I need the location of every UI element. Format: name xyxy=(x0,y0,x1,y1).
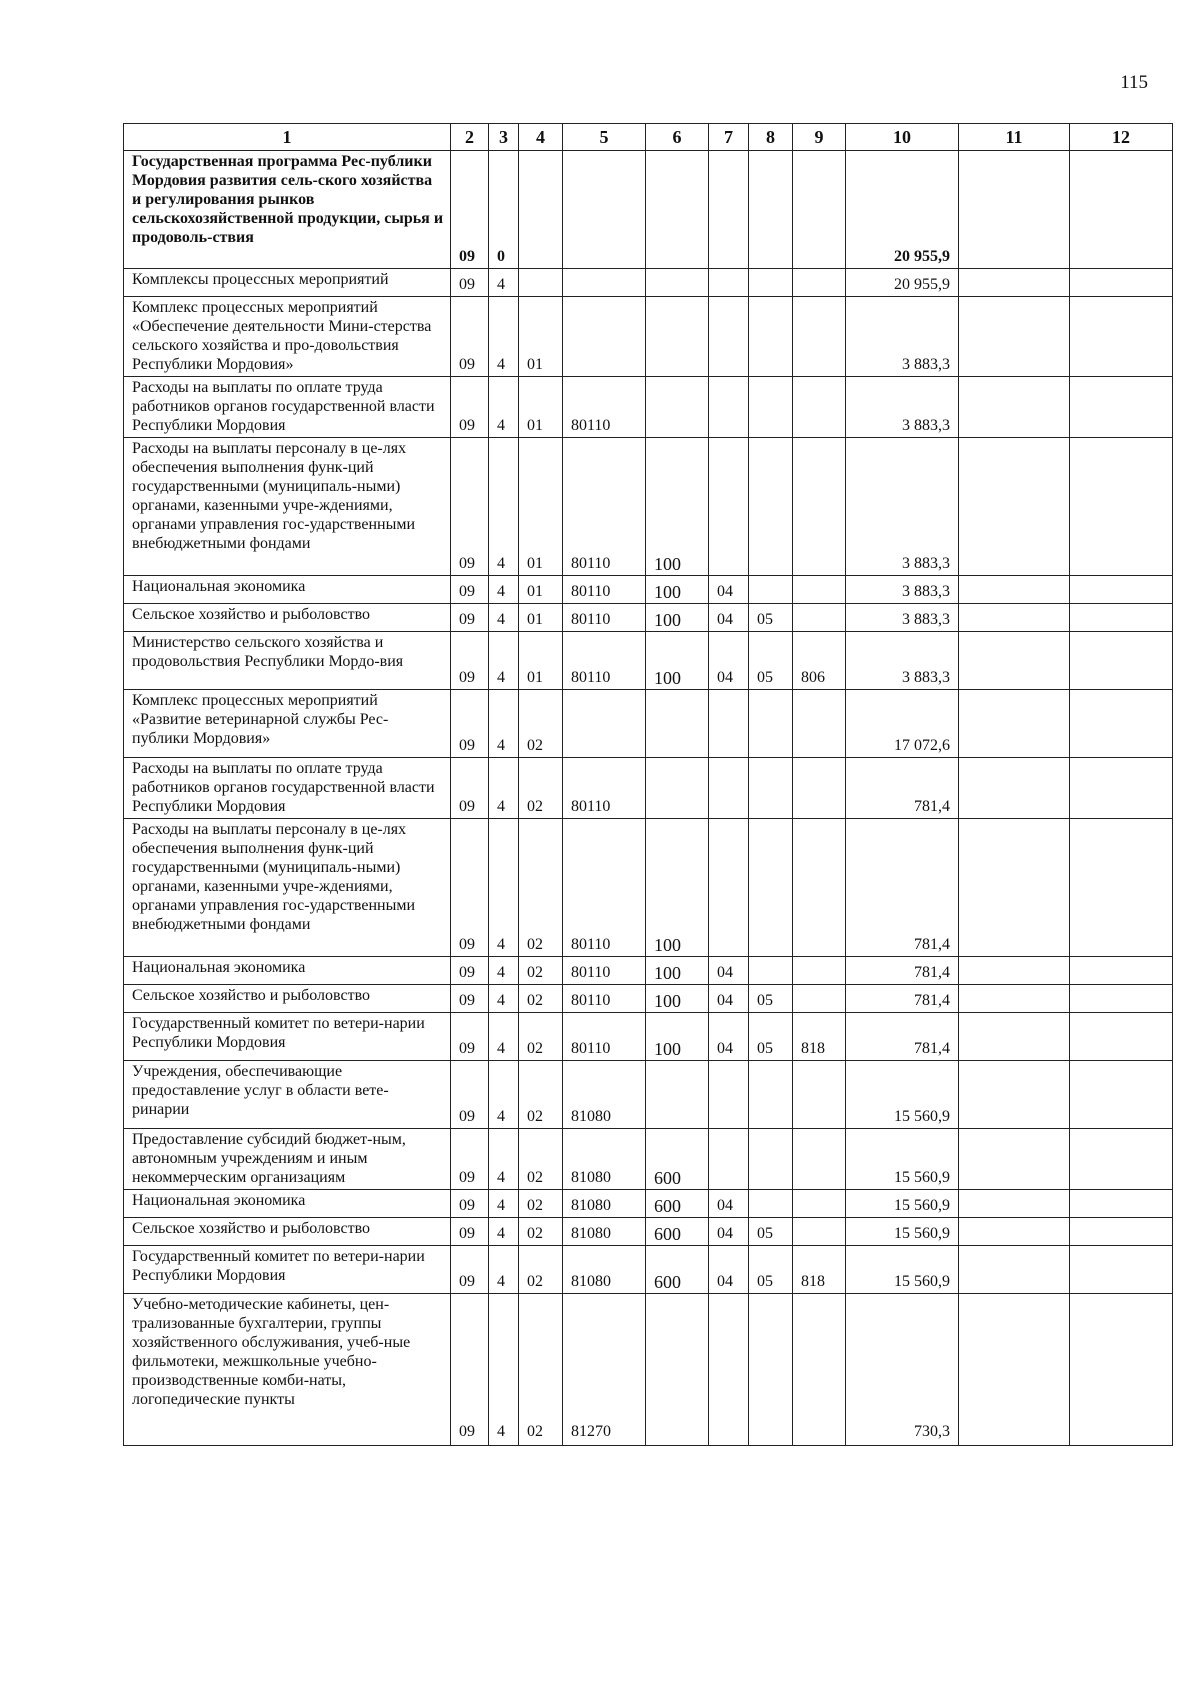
cell-col-11 xyxy=(959,297,1070,377)
table-row xyxy=(124,819,1173,957)
cell-col-10: 17 072,6 xyxy=(846,690,959,758)
table-row xyxy=(124,1013,1173,1061)
budget-table xyxy=(123,123,1173,1446)
cell-col-6: 100 xyxy=(646,1013,709,1061)
cell-col-5 xyxy=(563,297,646,377)
table-row xyxy=(124,758,1173,819)
cell-col-8 xyxy=(749,377,793,438)
cell-col-3: 4 xyxy=(489,819,519,957)
cell-col-6 xyxy=(646,1061,709,1129)
cell-col-7 xyxy=(709,377,749,438)
cell-col-11 xyxy=(959,1218,1070,1246)
table-row xyxy=(124,269,1173,297)
cell-col-8 xyxy=(749,1190,793,1218)
cell-col-12 xyxy=(1070,985,1173,1013)
cell-col-6: 100 xyxy=(646,576,709,604)
cell-col-7: 04 xyxy=(709,1246,749,1294)
cell-col-4: 02 xyxy=(519,690,563,758)
cell-col-4: 02 xyxy=(519,1061,563,1129)
cell-col-10: 15 560,9 xyxy=(846,1190,959,1218)
cell-col-7 xyxy=(709,297,749,377)
cell-col-7 xyxy=(709,1294,749,1446)
cell-col-7 xyxy=(709,758,749,819)
cell-col-4: 01 xyxy=(519,438,563,576)
cell-col-11 xyxy=(959,690,1070,758)
cell-col-7: 04 xyxy=(709,957,749,985)
row-name-cell: Министерство сельского хозяйства и продовольствия Республики Мордо-вия xyxy=(124,632,451,690)
col-header-10: 10 xyxy=(846,124,959,151)
cell-col-2: 09 xyxy=(451,690,489,758)
cell-col-7 xyxy=(709,438,749,576)
cell-col-12 xyxy=(1070,690,1173,758)
cell-col-5: 80110 xyxy=(563,758,646,819)
cell-col-8 xyxy=(749,1294,793,1446)
cell-col-10: 3 883,3 xyxy=(846,604,959,632)
row-name-cell: Учебно-методические кабинеты, цен-трализованные бухгалтерии, группы хозяйственного обслуживания, учеб-ные фильмотеки, межшкольные учебно-производственные комби-наты, логопедические пункты xyxy=(124,1294,451,1446)
cell-col-3: 4 xyxy=(489,1218,519,1246)
cell-col-6: 100 xyxy=(646,819,709,957)
col-header-7: 7 xyxy=(709,124,749,151)
cell-col-7: 04 xyxy=(709,632,749,690)
cell-col-8 xyxy=(749,438,793,576)
cell-col-11 xyxy=(959,957,1070,985)
cell-col-5: 80110 xyxy=(563,377,646,438)
cell-col-11 xyxy=(959,758,1070,819)
cell-col-6: 100 xyxy=(646,438,709,576)
cell-col-12 xyxy=(1070,1013,1173,1061)
col-header-6: 6 xyxy=(646,124,709,151)
cell-col-11 xyxy=(959,576,1070,604)
cell-col-7: 04 xyxy=(709,604,749,632)
row-name-cell: Национальная экономика xyxy=(124,576,451,604)
cell-col-7 xyxy=(709,1061,749,1129)
cell-col-11 xyxy=(959,1013,1070,1061)
cell-col-6 xyxy=(646,690,709,758)
cell-col-6 xyxy=(646,1294,709,1446)
cell-col-7: 04 xyxy=(709,985,749,1013)
cell-col-2: 09 xyxy=(451,957,489,985)
cell-col-9 xyxy=(793,576,846,604)
cell-col-4: 02 xyxy=(519,1218,563,1246)
cell-col-12 xyxy=(1070,604,1173,632)
cell-col-10: 3 883,3 xyxy=(846,377,959,438)
cell-col-9 xyxy=(793,690,846,758)
cell-col-10: 781,4 xyxy=(846,758,959,819)
cell-col-6 xyxy=(646,297,709,377)
cell-col-5: 81270 xyxy=(563,1294,646,1446)
table-row xyxy=(124,1129,1173,1190)
cell-col-5: 81080 xyxy=(563,1061,646,1129)
cell-col-2: 09 xyxy=(451,1013,489,1061)
header-row xyxy=(124,124,1173,151)
cell-col-10: 3 883,3 xyxy=(846,297,959,377)
cell-col-4: 01 xyxy=(519,297,563,377)
cell-col-10: 15 560,9 xyxy=(846,1218,959,1246)
cell-col-4: 02 xyxy=(519,1013,563,1061)
cell-col-7: 04 xyxy=(709,1190,749,1218)
cell-col-3: 4 xyxy=(489,1013,519,1061)
table-row xyxy=(124,690,1173,758)
cell-col-6: 100 xyxy=(646,957,709,985)
cell-col-9 xyxy=(793,957,846,985)
cell-col-2: 09 xyxy=(451,576,489,604)
cell-col-6 xyxy=(646,758,709,819)
cell-col-11 xyxy=(959,151,1070,269)
cell-col-12 xyxy=(1070,819,1173,957)
cell-col-11 xyxy=(959,632,1070,690)
cell-col-12 xyxy=(1070,1061,1173,1129)
cell-col-6: 100 xyxy=(646,604,709,632)
cell-col-12 xyxy=(1070,151,1173,269)
cell-col-6: 100 xyxy=(646,985,709,1013)
cell-col-6: 100 xyxy=(646,632,709,690)
cell-col-7: 04 xyxy=(709,1013,749,1061)
table-row xyxy=(124,1218,1173,1246)
cell-col-7: 04 xyxy=(709,576,749,604)
row-name-cell: Расходы на выплаты персоналу в це-лях обеспечения выполнения функ-ций государственными (муниципаль-ными) органами, казенными учре-ждениями, органами управления гос-ударственными внебюджетными фондами xyxy=(124,438,451,576)
cell-col-11 xyxy=(959,1246,1070,1294)
col-header-8: 8 xyxy=(749,124,793,151)
table-row xyxy=(124,576,1173,604)
cell-col-6: 600 xyxy=(646,1129,709,1190)
cell-col-12 xyxy=(1070,1190,1173,1218)
table-row xyxy=(124,438,1173,576)
cell-col-5 xyxy=(563,151,646,269)
cell-col-10: 15 560,9 xyxy=(846,1129,959,1190)
cell-col-8 xyxy=(749,819,793,957)
cell-col-9 xyxy=(793,438,846,576)
col-header-4: 4 xyxy=(519,124,563,151)
cell-col-7 xyxy=(709,819,749,957)
cell-col-11 xyxy=(959,438,1070,576)
cell-col-10: 15 560,9 xyxy=(846,1246,959,1294)
cell-col-12 xyxy=(1070,438,1173,576)
cell-col-3: 4 xyxy=(489,632,519,690)
cell-col-4: 02 xyxy=(519,957,563,985)
cell-col-9 xyxy=(793,151,846,269)
cell-col-12 xyxy=(1070,297,1173,377)
cell-col-10: 20 955,9 xyxy=(846,269,959,297)
cell-col-11 xyxy=(959,269,1070,297)
table-row xyxy=(124,632,1173,690)
cell-col-2: 09 xyxy=(451,151,489,269)
cell-col-3: 4 xyxy=(489,576,519,604)
cell-col-4: 02 xyxy=(519,1190,563,1218)
table-row xyxy=(124,151,1173,269)
cell-col-12 xyxy=(1070,576,1173,604)
cell-col-2: 09 xyxy=(451,297,489,377)
cell-col-3: 4 xyxy=(489,690,519,758)
cell-col-12 xyxy=(1070,377,1173,438)
cell-col-3: 4 xyxy=(489,1190,519,1218)
cell-col-9 xyxy=(793,1061,846,1129)
row-name-cell: Национальная экономика xyxy=(124,1190,451,1218)
cell-col-11 xyxy=(959,985,1070,1013)
row-name-cell: Государственная программа Рес-публики Мордовия развития сель-ского хозяйства и регулирования рынков сельскохозяйственной продукции, сырья и продоволь-ствия xyxy=(124,151,451,269)
cell-col-2: 09 xyxy=(451,985,489,1013)
cell-col-4: 02 xyxy=(519,758,563,819)
row-name-cell: Расходы на выплаты по оплате труда работников органов государственной власти Республики Мордовия xyxy=(124,377,451,438)
col-header-5: 5 xyxy=(563,124,646,151)
col-header-9: 9 xyxy=(793,124,846,151)
cell-col-2: 09 xyxy=(451,758,489,819)
cell-col-5: 80110 xyxy=(563,985,646,1013)
cell-col-3: 4 xyxy=(489,1294,519,1446)
cell-col-8: 05 xyxy=(749,632,793,690)
cell-col-3: 4 xyxy=(489,604,519,632)
cell-col-5: 80110 xyxy=(563,438,646,576)
cell-col-3: 4 xyxy=(489,1061,519,1129)
cell-col-8 xyxy=(749,758,793,819)
cell-col-6 xyxy=(646,151,709,269)
cell-col-4: 01 xyxy=(519,632,563,690)
cell-col-8: 05 xyxy=(749,1218,793,1246)
cell-col-3: 4 xyxy=(489,269,519,297)
cell-col-4 xyxy=(519,269,563,297)
cell-col-11 xyxy=(959,1294,1070,1446)
cell-col-8 xyxy=(749,1129,793,1190)
cell-col-7 xyxy=(709,151,749,269)
row-name-cell: Сельское хозяйство и рыболовство xyxy=(124,1218,451,1246)
cell-col-8 xyxy=(749,576,793,604)
cell-col-2: 09 xyxy=(451,1129,489,1190)
cell-col-5: 80110 xyxy=(563,819,646,957)
cell-col-2: 09 xyxy=(451,1218,489,1246)
col-header-11: 11 xyxy=(959,124,1070,151)
row-name-cell: Сельское хозяйство и рыболовство xyxy=(124,604,451,632)
cell-col-9 xyxy=(793,1294,846,1446)
row-name-cell: Национальная экономика xyxy=(124,957,451,985)
cell-col-12 xyxy=(1070,1218,1173,1246)
cell-col-12 xyxy=(1070,957,1173,985)
table-row xyxy=(124,957,1173,985)
cell-col-5: 80110 xyxy=(563,957,646,985)
cell-col-7 xyxy=(709,1129,749,1190)
cell-col-4: 01 xyxy=(519,377,563,438)
row-name-cell: Расходы на выплаты персоналу в це-лях обеспечения выполнения функ-ций государственными (муниципаль-ными) органами, казенными учре-ждениями, органами управления гос-ударственными внебюджетными фондами xyxy=(124,819,451,957)
cell-col-9 xyxy=(793,758,846,819)
cell-col-9: 806 xyxy=(793,632,846,690)
cell-col-7: 04 xyxy=(709,1218,749,1246)
cell-col-10: 20 955,9 xyxy=(846,151,959,269)
cell-col-2: 09 xyxy=(451,1190,489,1218)
cell-col-4: 02 xyxy=(519,1129,563,1190)
cell-col-5: 80110 xyxy=(563,604,646,632)
cell-col-10: 730,3 xyxy=(846,1294,959,1446)
cell-col-9 xyxy=(793,377,846,438)
cell-col-11 xyxy=(959,377,1070,438)
cell-col-8: 05 xyxy=(749,1246,793,1294)
cell-col-5: 81080 xyxy=(563,1129,646,1190)
table-row xyxy=(124,297,1173,377)
cell-col-9 xyxy=(793,297,846,377)
cell-col-8 xyxy=(749,269,793,297)
cell-col-4: 01 xyxy=(519,604,563,632)
cell-col-10: 3 883,3 xyxy=(846,576,959,604)
row-name-cell: Комплекс процессных мероприятий «Обеспечение деятельности Мини-стерства сельского хозяйства и про-довольствия Республики Мордовия» xyxy=(124,297,451,377)
table-row xyxy=(124,1190,1173,1218)
cell-col-7 xyxy=(709,269,749,297)
table-row xyxy=(124,985,1173,1013)
cell-col-10: 781,4 xyxy=(846,957,959,985)
cell-col-5: 81080 xyxy=(563,1246,646,1294)
cell-col-9: 818 xyxy=(793,1246,846,1294)
cell-col-8 xyxy=(749,1061,793,1129)
cell-col-9 xyxy=(793,819,846,957)
cell-col-12 xyxy=(1070,1294,1173,1446)
row-name-cell: Расходы на выплаты по оплате труда работников органов государственной власти Республики Мордовия xyxy=(124,758,451,819)
cell-col-8: 05 xyxy=(749,604,793,632)
cell-col-3: 4 xyxy=(489,297,519,377)
cell-col-8 xyxy=(749,690,793,758)
cell-col-2: 09 xyxy=(451,632,489,690)
cell-col-10: 15 560,9 xyxy=(846,1061,959,1129)
cell-col-5: 81080 xyxy=(563,1190,646,1218)
cell-col-6 xyxy=(646,377,709,438)
cell-col-12 xyxy=(1070,1129,1173,1190)
cell-col-9: 818 xyxy=(793,1013,846,1061)
page-number: 115 xyxy=(1120,72,1148,93)
table-row xyxy=(124,1294,1173,1446)
cell-col-5: 80110 xyxy=(563,632,646,690)
cell-col-5: 80110 xyxy=(563,576,646,604)
cell-col-4: 02 xyxy=(519,985,563,1013)
cell-col-11 xyxy=(959,1129,1070,1190)
cell-col-5: 80110 xyxy=(563,1013,646,1061)
cell-col-6: 600 xyxy=(646,1246,709,1294)
cell-col-7 xyxy=(709,690,749,758)
cell-col-5 xyxy=(563,690,646,758)
cell-col-8 xyxy=(749,297,793,377)
col-header-2: 2 xyxy=(451,124,489,151)
cell-col-10: 781,4 xyxy=(846,1013,959,1061)
cell-col-11 xyxy=(959,1190,1070,1218)
cell-col-9 xyxy=(793,1129,846,1190)
cell-col-11 xyxy=(959,819,1070,957)
cell-col-12 xyxy=(1070,632,1173,690)
row-name-cell: Предоставление субсидий бюджет-ным, автономным учреждениям и иным некоммерческим организациям xyxy=(124,1129,451,1190)
cell-col-9 xyxy=(793,1190,846,1218)
col-header-12: 12 xyxy=(1070,124,1173,151)
row-name-cell: Учреждения, обеспечивающие предоставление услуг в области вете-ринарии xyxy=(124,1061,451,1129)
cell-col-12 xyxy=(1070,1246,1173,1294)
cell-col-6 xyxy=(646,269,709,297)
cell-col-3: 4 xyxy=(489,1246,519,1294)
cell-col-2: 09 xyxy=(451,1246,489,1294)
cell-col-3: 4 xyxy=(489,438,519,576)
row-name-cell: Сельское хозяйство и рыболовство xyxy=(124,985,451,1013)
cell-col-12 xyxy=(1070,758,1173,819)
table-row xyxy=(124,1246,1173,1294)
cell-col-9 xyxy=(793,269,846,297)
col-header-3: 3 xyxy=(489,124,519,151)
table-row xyxy=(124,377,1173,438)
cell-col-2: 09 xyxy=(451,604,489,632)
cell-col-2: 09 xyxy=(451,269,489,297)
cell-col-4: 02 xyxy=(519,1246,563,1294)
cell-col-12 xyxy=(1070,269,1173,297)
cell-col-4 xyxy=(519,151,563,269)
cell-col-4: 02 xyxy=(519,1294,563,1446)
row-name-cell: Комплекс процессных мероприятий «Развитие ветеринарной службы Рес-публики Мордовия» xyxy=(124,690,451,758)
row-name-cell: Комплексы процессных мероприятий xyxy=(124,269,451,297)
cell-col-10: 781,4 xyxy=(846,819,959,957)
cell-col-3: 4 xyxy=(489,758,519,819)
cell-col-6: 600 xyxy=(646,1190,709,1218)
cell-col-11 xyxy=(959,1061,1070,1129)
table-row xyxy=(124,1061,1173,1129)
cell-col-5 xyxy=(563,269,646,297)
cell-col-3: 0 xyxy=(489,151,519,269)
cell-col-3: 4 xyxy=(489,377,519,438)
cell-col-3: 4 xyxy=(489,985,519,1013)
row-name-cell: Государственный комитет по ветери-нарии Республики Мордовия xyxy=(124,1013,451,1061)
cell-col-10: 3 883,3 xyxy=(846,632,959,690)
cell-col-4: 02 xyxy=(519,819,563,957)
cell-col-3: 4 xyxy=(489,1129,519,1190)
cell-col-10: 781,4 xyxy=(846,985,959,1013)
cell-col-11 xyxy=(959,604,1070,632)
cell-col-3: 4 xyxy=(489,957,519,985)
cell-col-9 xyxy=(793,604,846,632)
col-header-1: 1 xyxy=(124,124,451,151)
cell-col-8: 05 xyxy=(749,985,793,1013)
cell-col-8 xyxy=(749,957,793,985)
cell-col-9 xyxy=(793,1218,846,1246)
cell-col-8: 05 xyxy=(749,1013,793,1061)
table-row xyxy=(124,604,1173,632)
cell-col-8 xyxy=(749,151,793,269)
cell-col-2: 09 xyxy=(451,1061,489,1129)
cell-col-2: 09 xyxy=(451,438,489,576)
row-name-cell: Государственный комитет по ветери-нарии Республики Мордовия xyxy=(124,1246,451,1294)
cell-col-2: 09 xyxy=(451,819,489,957)
cell-col-2: 09 xyxy=(451,1294,489,1446)
cell-col-10: 3 883,3 xyxy=(846,438,959,576)
cell-col-2: 09 xyxy=(451,377,489,438)
cell-col-4: 01 xyxy=(519,576,563,604)
cell-col-6: 600 xyxy=(646,1218,709,1246)
table-body xyxy=(124,151,1173,1446)
cell-col-5: 81080 xyxy=(563,1218,646,1246)
cell-col-9 xyxy=(793,985,846,1013)
